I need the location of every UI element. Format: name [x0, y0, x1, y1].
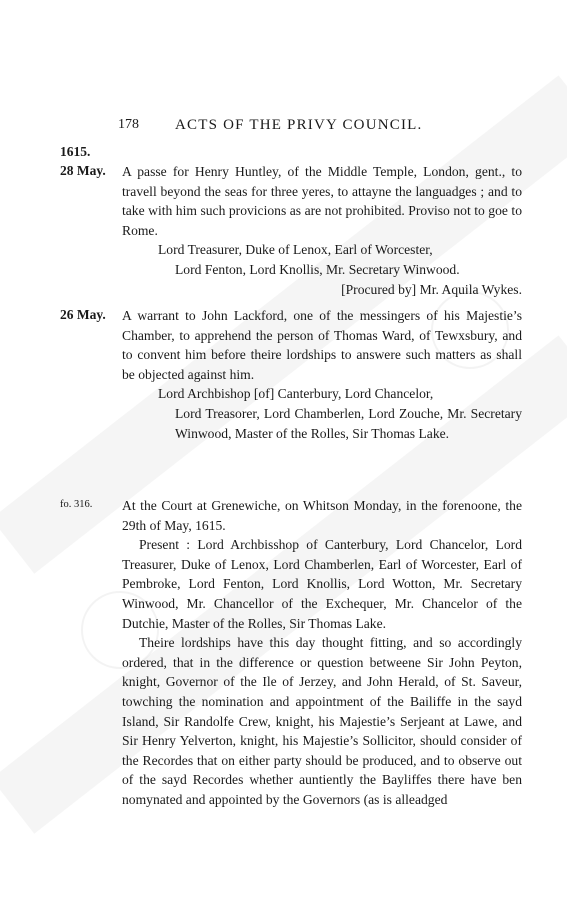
order-body: Theire lordships have this day thought fitting, and so accordingly ordered, that in the difference or question betweene Sir John Peyton, knight, Governor of the Ile of Jerzey, and John Herald, of St. Saveur, towching the nomination and appointment of the Bailiffe in the sayd Island, Sir Randolfe Crew, knight, his Majestie’s Serjeant at Lawe, and Sir Henry Yelverton, knight, his Majestie’s Sollicitor, should consider of the Recordes that on either party should be produced, and to observe out of the sayd Recordes whether auntiently the Bayliffes there have ben nomynated and appointed by the Governors (as is alleadged — [122, 635, 522, 807]
folio-marker: fo. 316. — [60, 499, 93, 510]
entry-text: A passe for Henry Huntley, of the Middle Temple, London, gent., to travell beyond the seas for three yeres, to attayne the languadges ; and to take with him such provicions as are not prohibited. Proviso not to goe to Rome. — [122, 164, 522, 238]
entry-date: 26 May. — [60, 307, 106, 322]
entry-court-at-grenewiche — [122, 496, 522, 810]
running-title: ACTS OF THE PRIVY COUNCIL. — [175, 117, 423, 133]
entry-passe-henry-huntley — [122, 162, 522, 299]
signatories-continuation: Lord Fenton, Lord Knollis, Mr. Secretary Winwood. — [175, 261, 460, 277]
entry-warrant-john-lackford — [122, 306, 522, 443]
entry-date: 28 May. — [60, 163, 106, 178]
court-heading: At the Court at Grenewiche, on Whitson Monday, in the forenoone, the 29th of May, 1615. — [122, 498, 522, 533]
present-list: Present : Lord Archbisshop of Canterbury, Lord Chancelor, Lord Treasurer, Duke of Lenox, Lord Chamberlen, Earl of Worcester, Earl of Pembroke, Lord Fenton, Lord Knollis, Lord Wotton, Mr. Secretary Winwood, Mr. Chancellor of the Exchequer, Mr. Chancelor of the Dutchie, Master of the Rolles, Sir Thomas Lake. — [122, 537, 522, 631]
page-header — [0, 117, 567, 137]
year-marker: 1615. — [60, 144, 91, 159]
signatories — [158, 384, 522, 443]
signatories-first-line: Lord Archbishop [of] Canterbury, Lord Chancelor, — [158, 386, 434, 402]
signatories — [158, 240, 522, 279]
page-number: 178 — [118, 117, 139, 132]
procured-by: [Procured by] Mr. Aquila Wykes. — [341, 281, 522, 297]
entry-text: A warrant to John Lackford, one of the messingers of his Majestie’s Chamber, to apprehend the person of Thomas Ward, of Tewxsbury, and to convent him before theire lordships to answere such matters as shall be objected against him. — [122, 308, 522, 382]
signatories-first-line: Lord Treasurer, Duke of Lenox, Earl of Worcester, — [158, 242, 433, 258]
signatories-continuation: Lord Treasorer, Lord Chamberlen, Lord Zouche, Mr. Secretary Winwood, Master of the Rolles, Sir Thomas Lake. — [175, 405, 522, 441]
